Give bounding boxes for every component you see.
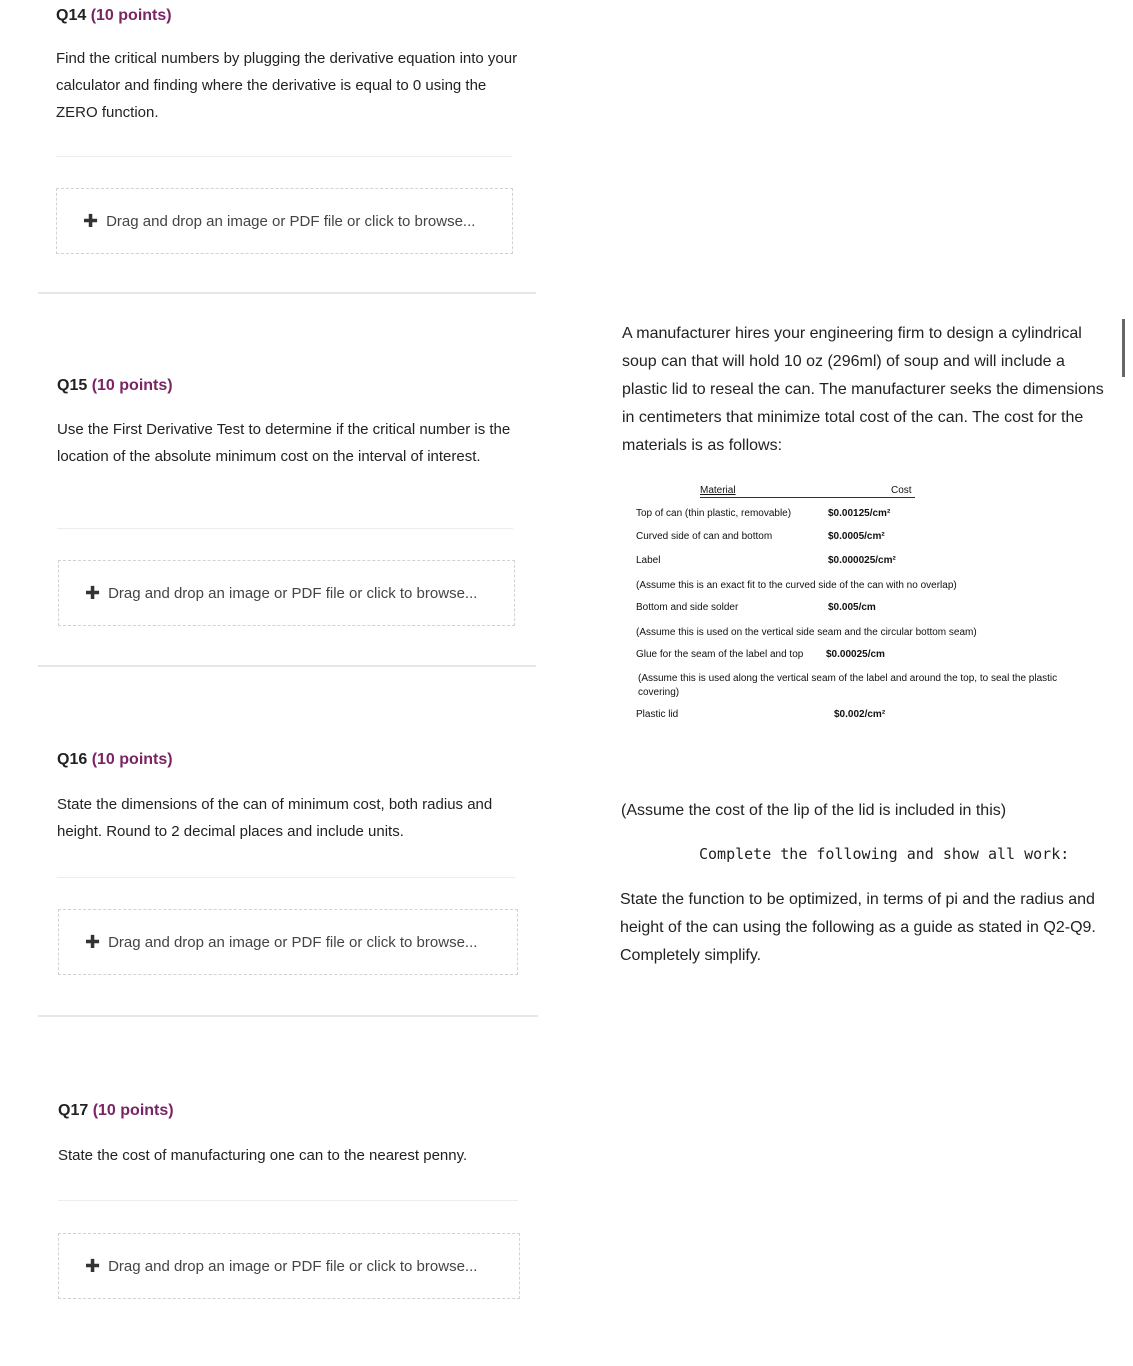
table-row (636, 649, 1076, 663)
row-cost: $0.002/cm² (834, 709, 886, 720)
row-cost: $0.00025/cm (826, 649, 885, 660)
q17-upload-label: Drag and drop an image or PDF file or click to browse... (108, 1257, 478, 1275)
q14-separator (38, 292, 536, 294)
q14-title (56, 7, 172, 25)
q15-points: (10 points) (91, 377, 173, 394)
row-cost: $0.005/cm (828, 602, 876, 613)
row-material: Plastic lid (636, 709, 679, 720)
q16-upload-dropzone[interactable] (58, 909, 518, 975)
task-text: State the function to be optimized, in terms of pi and the radius and height of the can using the following as a guide as stated in Q2-Q9. Completely simplify. (620, 891, 1096, 964)
q14-number: Q14 (56, 7, 87, 24)
q15-question-text: Use the First Derivative Test to determine if the critical number is the location of the absolute minimum cost on the interval of interest. (57, 421, 511, 465)
row-cost: $0.000025/cm² (828, 555, 896, 566)
q15-separator (38, 665, 536, 667)
q16-answer-line (57, 877, 515, 878)
table-row (636, 709, 1076, 723)
row-material: Bottom and side solder (636, 602, 739, 613)
row-material: Curved side of can and bottom (636, 531, 773, 542)
q17-title (58, 1102, 174, 1120)
scrollbar-thumb[interactable] (1122, 319, 1125, 377)
row-cost: $0.0005/cm² (828, 531, 885, 542)
plus-icon: ✚ (83, 210, 99, 231)
q14-upload-dropzone[interactable] (56, 188, 513, 254)
row-note: (Assume this is used along the vertical seam of the label and around the top, to seal the plastic covering) (638, 673, 1058, 698)
q15-answer-line (57, 528, 513, 529)
q16-title (57, 751, 173, 769)
q16-upload-label: Drag and drop an image or PDF file or click to browse... (108, 933, 478, 951)
q15-upload-label: Drag and drop an image or PDF file or click to browse... (108, 584, 478, 602)
row-material: Glue for the seam of the label and top (636, 649, 804, 660)
plus-icon: ✚ (85, 931, 101, 952)
q17-answer-line (58, 1200, 518, 1201)
q17-points: (10 points) (92, 1102, 174, 1119)
problem-intro: A manufacturer hires your engineering firm to design a cylindrical soup can that will hold 10 oz (296ml) of soup and will include a plastic lid to reseal the can. The manufacturer seeks the dimensions in centimeters that minimize total cost of the can. The cost for the materials is as follows: (622, 325, 1104, 454)
header-rule (700, 497, 915, 498)
table-row (636, 531, 1076, 545)
q15-title (57, 377, 173, 395)
q16-question-text: State the dimensions of the can of minimum cost, both radius and height. Round to 2 decimal places and include units. (57, 796, 493, 840)
q14-question-text: Find the critical numbers by plugging the derivative equation into your calculator and finding where the derivative is equal to 0 using the ZERO function. (56, 50, 518, 121)
q16-separator (38, 1015, 538, 1017)
row-material: Top of can (thin plastic, removable) (636, 508, 792, 519)
q16-number: Q16 (57, 751, 88, 768)
q17-question-text: State the cost of manufacturing one can to the nearest penny. (58, 1147, 468, 1164)
q16-points: (10 points) (91, 751, 173, 768)
q15-upload-dropzone[interactable] (58, 560, 515, 626)
q14-points: (10 points) (90, 7, 172, 24)
instruction-text: Complete the following and show all work: (699, 845, 1070, 863)
lid-note: (Assume the cost of the lip of the lid is included in this) (621, 802, 1007, 819)
q17-upload-dropzone[interactable] (58, 1233, 520, 1299)
row-note: (Assume this is used on the vertical side seam and the circular bottom seam) (636, 627, 977, 638)
plus-icon: ✚ (85, 1255, 101, 1276)
q14-upload-label: Drag and drop an image or PDF file or click to browse... (106, 212, 476, 230)
q17-number: Q17 (58, 1102, 89, 1119)
table-row (636, 508, 1076, 522)
plus-icon: ✚ (85, 582, 101, 603)
q14-answer-line (56, 156, 512, 157)
q15-number: Q15 (57, 377, 88, 394)
row-material: Label (636, 555, 661, 566)
row-note: (Assume this is an exact fit to the curved side of the can with no overlap) (636, 580, 957, 591)
header-cost: Cost (891, 485, 912, 496)
row-cost: $0.00125/cm² (828, 508, 891, 519)
table-row (636, 602, 1076, 616)
materials-table-header (636, 484, 916, 498)
header-material: Material (700, 485, 736, 496)
table-row (636, 555, 1076, 569)
